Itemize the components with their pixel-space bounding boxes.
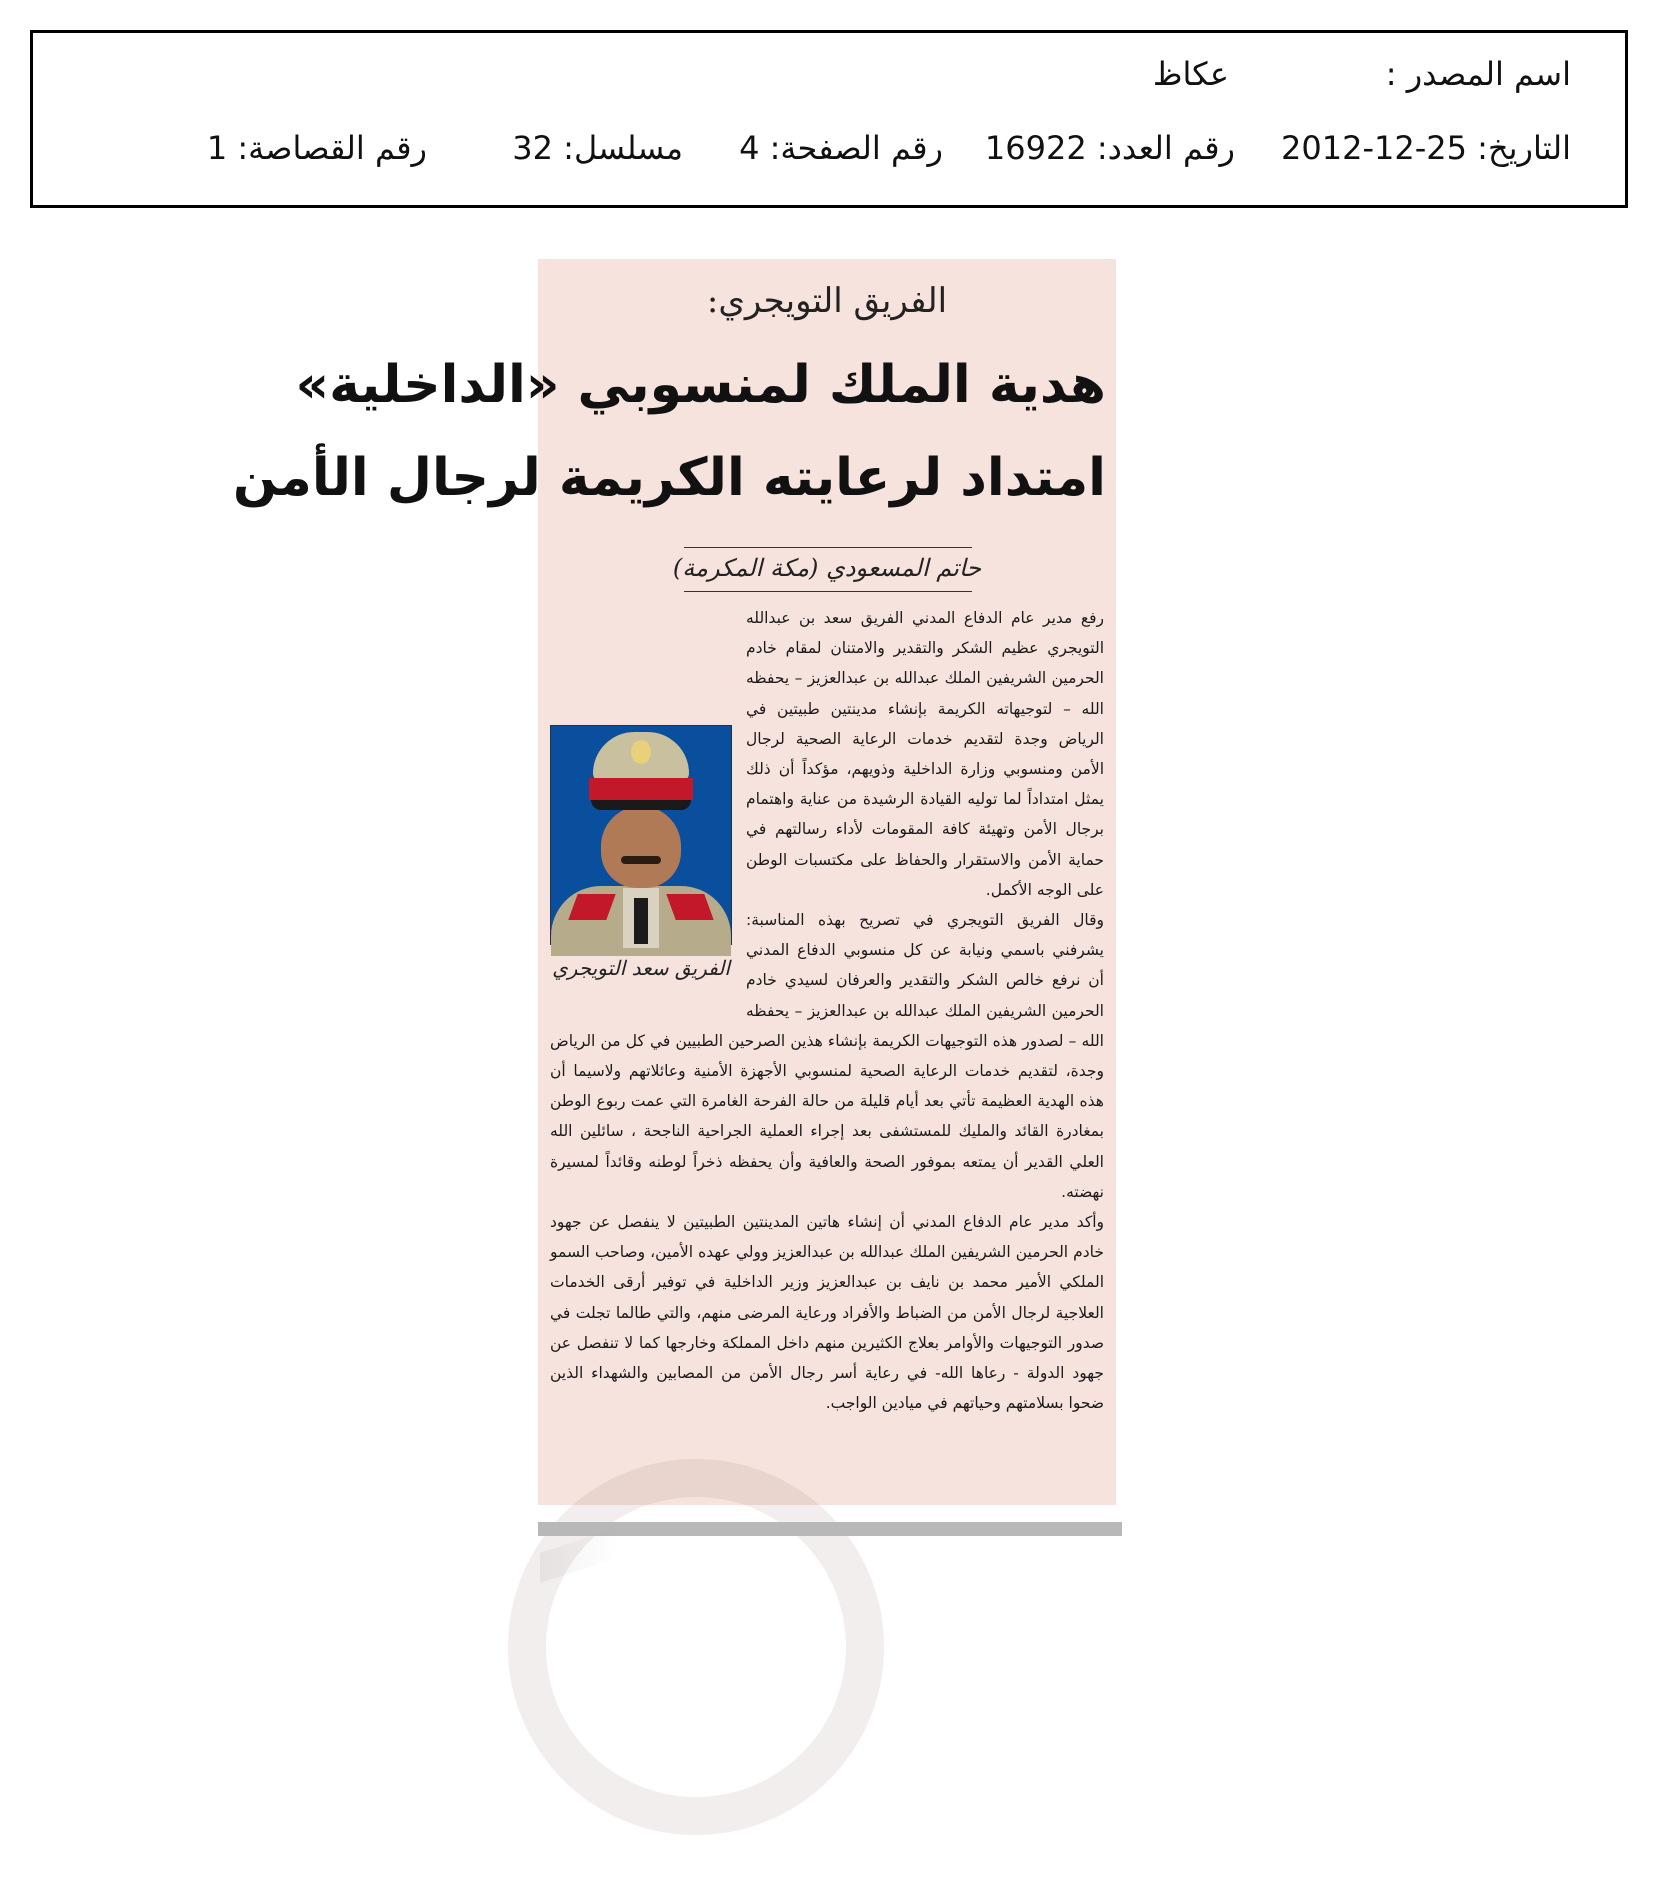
- clipping-value: 1: [206, 129, 228, 167]
- photo-caption: الفريق سعد التويجري: [552, 956, 730, 980]
- page-label: رقم الصفحة:: [769, 129, 943, 167]
- date-value: 2012-12-25: [1281, 129, 1467, 167]
- byline-rule-bottom: [684, 591, 972, 592]
- date-field: [1281, 129, 1571, 167]
- article-body: [550, 603, 1104, 1418]
- issue-value: 16922: [984, 129, 1087, 167]
- article-kicker: الفريق التويجري:: [706, 281, 948, 321]
- issue-label: رقم العدد:: [1096, 129, 1235, 167]
- clipping-label: رقم القصاصة:: [237, 129, 427, 167]
- page-field: [739, 129, 943, 167]
- clipping-field: [207, 129, 427, 167]
- serial-label: مسلسل:: [563, 129, 683, 167]
- source-value: عكاظ: [1152, 55, 1229, 93]
- newspaper-clipping: [232, 259, 1116, 1505]
- date-label: التاريخ:: [1477, 129, 1571, 167]
- issue-field: [985, 129, 1235, 167]
- article-paragraph: وأكد مدير عام الدفاع المدني أن إنشاء هاتين المدينتين الطبيتين لا ينفصل عن جهود خادم الحرمين الشريفين الملك عبدالله بن عبدالعزيز وولي عهده الأمين، وصاحب السمو الملكي الأمير محمد بن نايف بن عبدالعزيز وزير الداخلية في توفير أرقى الخدمات العلاجية لرجال الأمن من الضباط والأفراد ورعاية المرضى منهم، والتي طالما تجلت في صدور التوجيهات والأوامر بعلاج الكثيرين منهم داخل المملكة وخارجها كما لا تنفصل عن جهود الدولة - رعاها الله- في رعاية أسر رجال الأمن من المصابين والشهداء الذين ضحوا بسلامتهم وحياتهم في ميادين الواجب.: [550, 1213, 1104, 1413]
- source-label: اسم المصدر :: [1385, 55, 1571, 93]
- byline: حاتم المسعودي (مكة المكرمة): [672, 554, 982, 582]
- byline-rule-top: [684, 547, 972, 548]
- article-paragraph: وقال الفريق التويجري في تصريح بهذه المناسبة: يشرفني باسمي ونيابة عن كل منسوبي الدفاع المدني أن نرفع خالص الشكر والتقدير والعرفان لسيدي خادم الحرمين الشريفين الملك عبدالله بن عبدالعزيز – يحفظه الله – لصدور هذه التوجيهات الكريمة بإنشاء هذين الصرحين الطبيين في كل من الرياض وجدة، لتقديم خدمات الرعاية الصحية لمنسوبي الأجهزة الأمنية وعائلاتهم ولاسيما أن هذه الهدية العظيمة تأتي بعد أيام قليلة من حالة الفرحة الغامرة التي عمت ربوع الوطن بمغادرة القائد والمليك للمستشفى بعد إجراء العملية الجراحية الناجحة ، سائلين الله العلي القدير أن يمتعه بموفور الصحة والعافية وأن يحفظه ذخراً لوطنه وقائداً لمسيرة نهضته.: [550, 911, 1104, 1201]
- watermark-seal: [455, 1406, 937, 1888]
- serial-value: 32: [512, 129, 553, 167]
- headline-line-2: امتداد لرعايته الكريمة لرجال الأمن: [232, 448, 1106, 508]
- clipping-bottom-bar: [538, 1522, 1122, 1536]
- photo-block: [550, 725, 732, 1010]
- source-info-box: [30, 30, 1628, 208]
- article-paragraph: رفع مدير عام الدفاع المدني الفريق سعد بن عبدالله التويجري عظيم الشكر والتقدير والامتنان لمقام خادم الحرمين الشريفين الملك عبدالله بن عبدالعزيز – يحفظه الله – لتوجيهاته الكريمة بإنشاء مدينتين طبيتين في الرياض وجدة لتقديم خدمات الرعاية الصحية لرجال الأمن ومنسوبي وزارة الداخلية وذويهم، مؤكداً أن ذلك يمثل امتداداً لما توليه القيادة الرشيدة من عناية واهتمام برجال الأمن وتهيئة كافة المقومات لأداء رسالتهم في حماية الأمن والاستقرار والحفاظ على مكتسبات الوطن على الوجه الأكمل.: [746, 609, 1104, 899]
- headline-line-1: هدية الملك لمنسوبي «الداخلية»: [295, 355, 1106, 415]
- source-value-field: [1153, 55, 1229, 93]
- serial-field: [512, 129, 683, 167]
- source-field: [1386, 55, 1571, 93]
- portrait-photo: [550, 725, 732, 945]
- page-value: 4: [739, 129, 760, 167]
